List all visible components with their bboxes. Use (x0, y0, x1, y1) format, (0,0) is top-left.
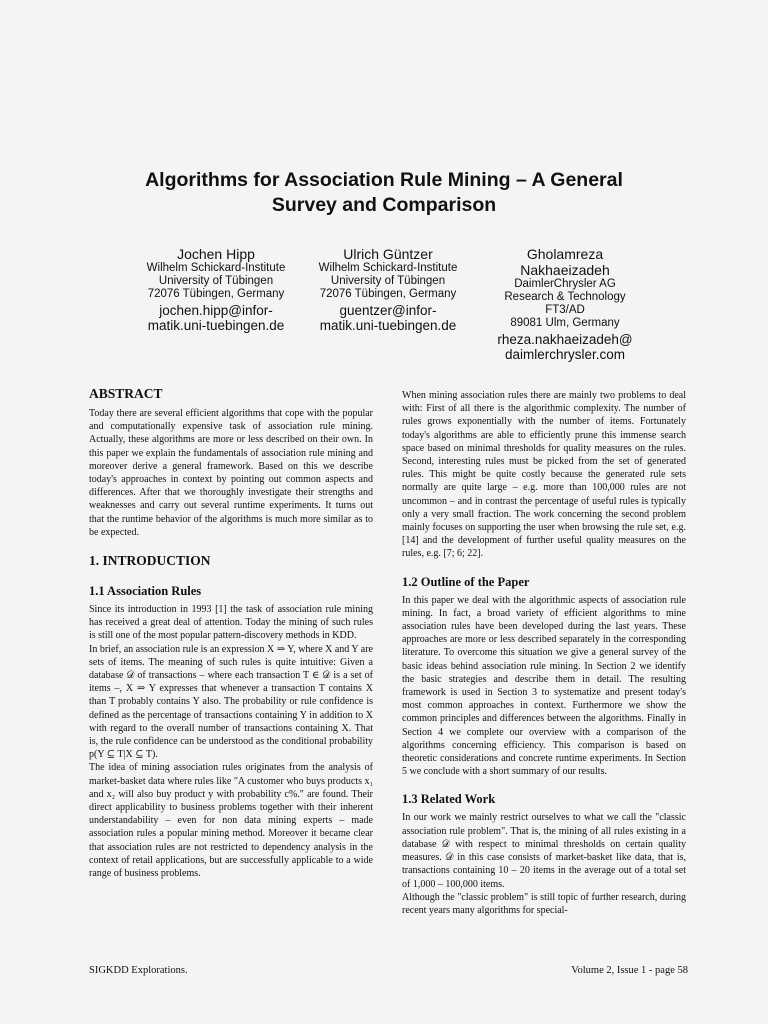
paragraph: The idea of mining association rules originates from the analysis of market-basket data where rules like "A customer who buys products x₁ and x₂ will also buy product y with probability c%." are found. Their direct applicability to business problems together with their inherent understandability – even for non data mining experts – made association rules a popular mining method. Moreover it became clear that association rules are not restricted to dependency analysis in the context of retail applications, but are successfully applicable to a wide range of business problems. (89, 762, 373, 880)
author-affiliation: Research & Technology (504, 291, 626, 303)
left-column (89, 386, 373, 880)
paper-title (60, 168, 708, 218)
section-1-2-heading: 1.2 Outline of the Paper (402, 574, 530, 589)
paragraph: Although the "classic problem" is still topic of further research, during recent years many algorithms for special- (402, 891, 686, 916)
author-email: rheza.nakhaeizadeh@ (497, 332, 633, 347)
author-affiliation: Wilhelm Schickard-Institute (318, 262, 458, 274)
abstract-heading: ABSTRACT (89, 386, 163, 401)
paragraph: Since its introduction in 1993 [1] the task of association rule mining has received a great deal of attention. Today the mining of such rules is still one of the most popular pattern-discovery methods in KDD. (89, 604, 373, 642)
author-affiliation: University of Tübingen (330, 275, 446, 287)
paragraph: In brief, an association rule is an expression X ⇒ Y, where X and Y are sets of items. The meaning of such rules is quite intuitive: Given a database 𝒟 of transactions – where each transaction T ∈ 𝒟 is a set of items –, X ⇒ Y expresses that whenever a transaction T contains X than T probably contains Y also. The probability or rule confidence is defined as the percentage of transactions containing Y in addition to X with regard to the overall number of transactions containing X. That is, the rule confidence can be understood as the conditional probability p(Y ⊆ T|X ⊆ T). (89, 643, 373, 761)
author-affiliation: University of Tübingen (158, 275, 274, 287)
author-affiliation: FT3/AD (545, 304, 585, 316)
author-affiliation: 72076 Tübingen, Germany (147, 288, 285, 300)
paragraph: In this paper we deal with the algorithmic aspects of association rule mining. In fact, a broad variety of efficient algorithms to mine association rules have been developed during the last years. These approaches are more or less described separately in the corresponding literature. To overcome this situation we give a general survey of the basic ideas behind association rule mining. In Section 2 we identify the basic strategies and describe them in detail. The resulting framework is used in Section 3 to systematize and present today's most common approaches in context. Furthermore we show the common principles and differences between the algorithms. Finally in Section 4 we complete our overview with a comparison of the algorithms concerning efficiency. This comparison is based on theoretic considerations and concrete runtime experiments. In Section 5 we conclude with a short summary of our results. (402, 594, 686, 778)
title-line-1: Algorithms for Association Rule Mining – A General (145, 169, 623, 191)
right-column (402, 389, 686, 917)
author-email: jochen.hipp@infor- (159, 303, 273, 318)
author-block-1 (124, 246, 308, 333)
author-block-3 (470, 246, 660, 362)
author-email: guentzer@infor- (339, 303, 437, 318)
author-email: matik.uni-tuebingen.de (319, 318, 457, 333)
footer-page-number: Volume 2, Issue 1 - page 58 (571, 965, 688, 976)
author-name: Ulrich Güntzer (343, 246, 433, 262)
section-1-1-heading: 1.1 Association Rules (89, 584, 202, 599)
author-affiliation: 89081 Ulm, Germany (510, 317, 620, 329)
section-1-3-heading: 1.3 Related Work (402, 792, 496, 807)
author-email: matik.uni-tuebingen.de (147, 318, 285, 333)
author-email: daimlerchrysler.com (504, 347, 626, 362)
author-name: Nakhaeizadeh (520, 262, 610, 278)
paragraph: In our work we mainly restrict ourselves to what we call the "classic association rule problem". That is, the mining of all rules existing in a database 𝒟 with respect to minimal thresholds on certain quality measures. 𝒟 in this case consists of market-basket like data, that is, transactions containing 10 – 20 items in the average out of a total set of 1,000 – 100,000 items. (402, 812, 686, 890)
author-name: Gholamreza (526, 246, 604, 262)
author-block-2 (296, 246, 480, 333)
author-affiliation: Wilhelm Schickard-Institute (146, 262, 286, 274)
author-name: Jochen Hipp (177, 246, 255, 262)
abstract-text: Today there are several efficient algorithms that cope with the popular and computationally expensive task of association rule mining. Actually, these algorithms are more or less described on their own. In this paper we explain the fundamentals of association rule mining and moreover derive a general framework. Based on this we describe today's approaches in context by pointing out common aspects and differences. After that we thoroughly investigate their strengths and weaknesses and carry out several runtime experiments. It turns out that the runtime behavior of the algorithms is much more similar as to be expected. (89, 408, 373, 538)
author-affiliation: DaimlerChrysler AG (514, 278, 616, 290)
footer-journal: SIGKDD Explorations. (89, 965, 188, 976)
introduction-heading: 1. INTRODUCTION (89, 553, 211, 569)
author-affiliation: 72076 Tübingen, Germany (319, 288, 457, 300)
title-line-2: Survey and Comparison (271, 194, 497, 216)
paragraph: When mining association rules there are mainly two problems to deal with: First of all there is the algorithmic complexity. The number of rules grows exponentially with the number of items. Fortunately today's algorithms are able to efficiently prune this immense search space based on minimal thresholds for quality measures on the rules. Second, interesting rules must be picked from the set of generated rules. This might be quite costly because the generated rule sets normally are quite large – e.g. more than 100,000 rules are not uncommon – and in contrast the percentage of useful rules is typically only a very small fraction. The work concerning the second problem mainly focuses on supporting the user when browsing the rule set, e.g. [14] and the development of further useful quality measures on the rules, e.g. [7; 6; 22]. (402, 390, 686, 560)
